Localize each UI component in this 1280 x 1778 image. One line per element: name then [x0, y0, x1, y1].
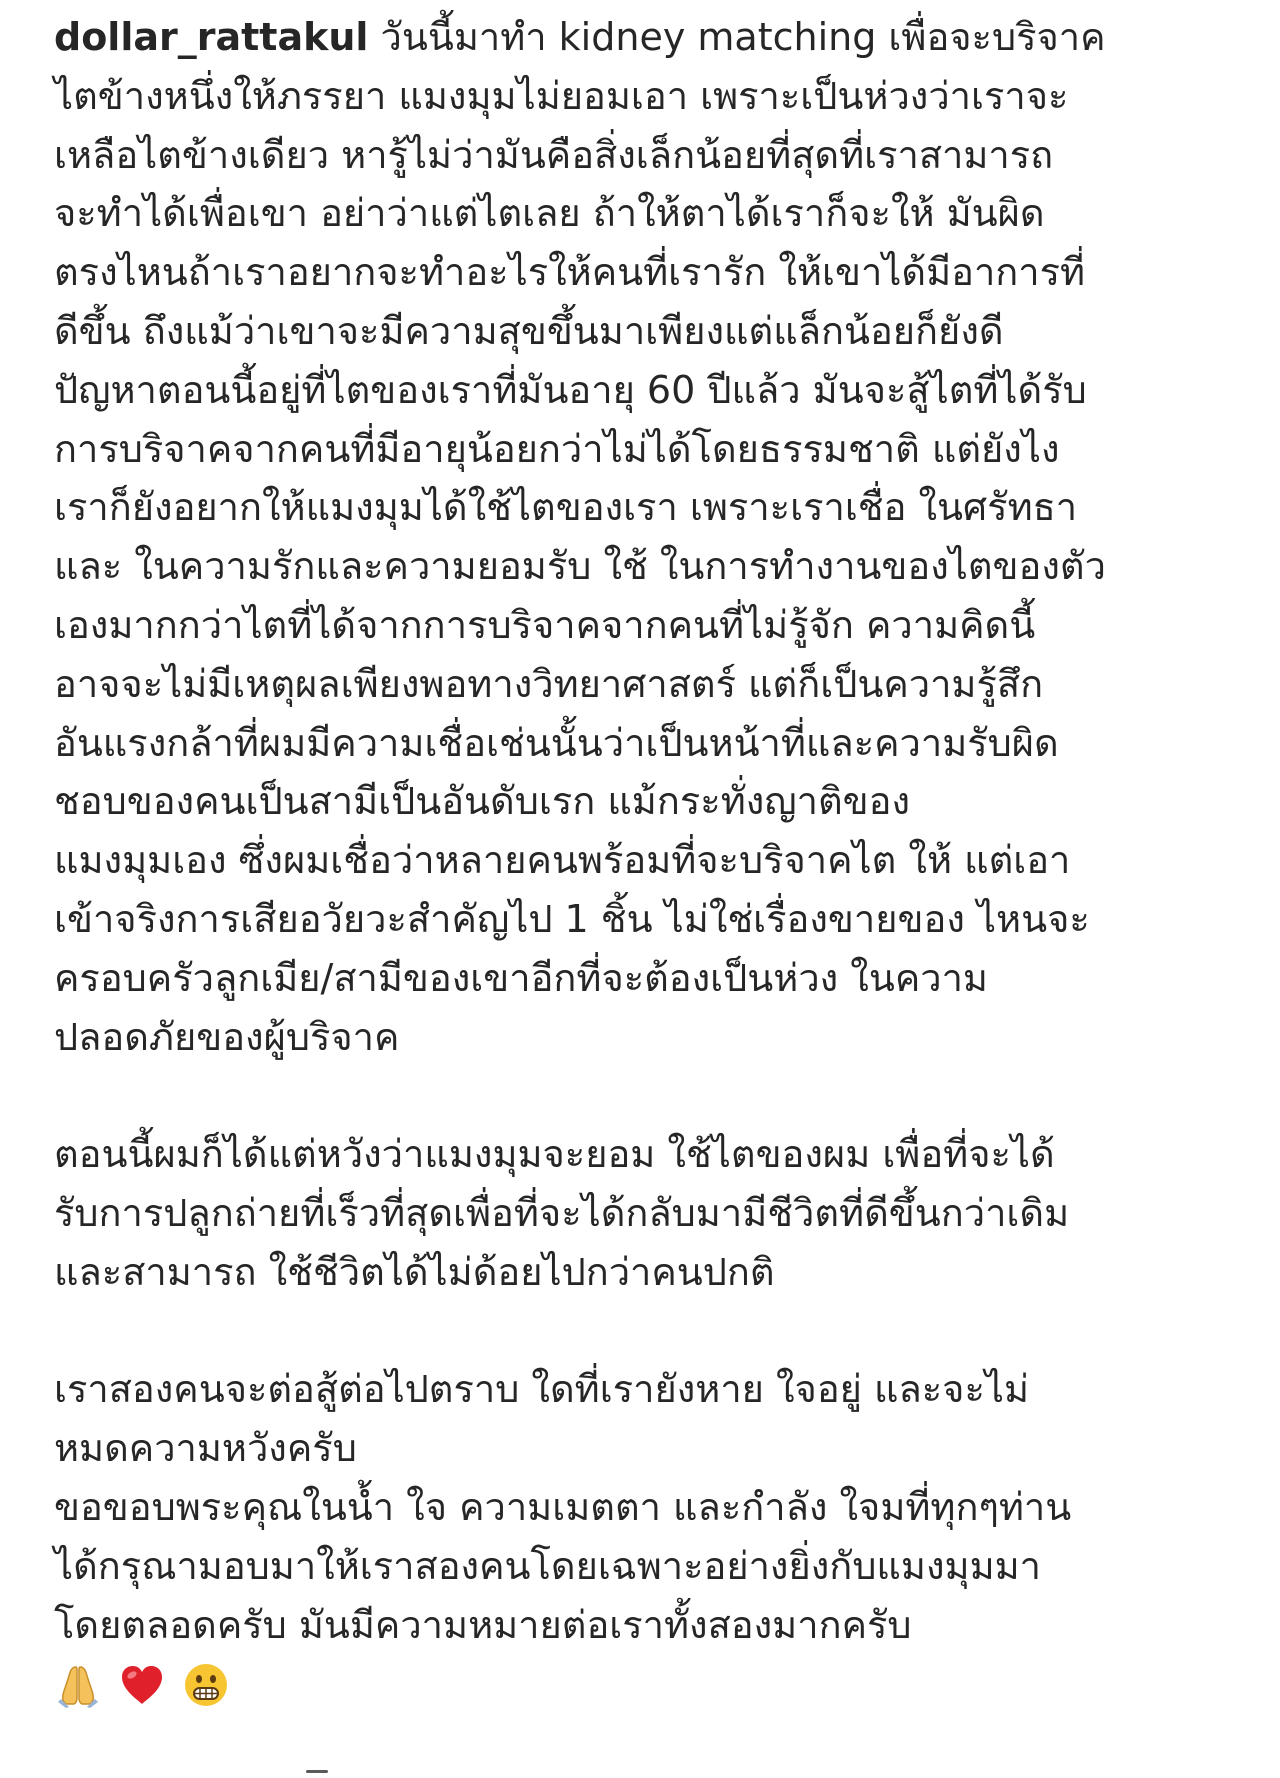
- caption-line: รับการปลูกถ่ายที่เร็วที่สุดเพื่อที่จะได้กลับมามีชีวิตที่ดีขึ้นกว่าเดิม: [54, 1190, 1070, 1235]
- caption-line: จะทำได้เพื่อเขา อย่าว่าแต่ไตเลย ถ้าให้ตาได้เราก็จะให้ มันผิด: [54, 191, 1045, 236]
- caption-line: ได้กรุณามอบมาให้เราสองคนโดยเฉพาะอย่างยิ่งกับแมงมุมมา: [54, 1543, 1042, 1588]
- caption-line: ไตข้างหนึ่งให้ภรรยา แมงมุมไม่ยอมเอา เพราะเป็นห่วงว่าเราจะ: [54, 73, 1069, 118]
- paragraph-break: [54, 1066, 1244, 1125]
- caption-line: เหลือไตข้างเดียว หารู้ไม่ว่ามันคือสิ่งเล็กน้อยที่สุดที่เราสามารถ: [54, 132, 1054, 177]
- caption-line: ปัญหาตอนนี้อยู่ที่ไตของเราที่มันอายุ 60 ปีแล้ว มันจะสู้ไตที่ได้รับ: [54, 367, 1087, 412]
- caption-line: ตรงไหนถ้าเราอยากจะทำอะไรให้คนที่เรารัก ให้เขาได้มีอาการที่: [54, 250, 1086, 295]
- clipped-next-line: [300, 1764, 340, 1778]
- folded-hands-icon: [54, 1661, 102, 1709]
- caption-line: ขอขอบพระคุณในน้ำ ใจ ความเมตตา และกำลัง ใจมที่ทุกๆท่าน: [54, 1484, 1072, 1529]
- caption-line: เองมากกว่าไตที่ได้จากการบริจาคจากคนที่ไม่รู้จัก ความคิดนี้: [54, 602, 1036, 647]
- caption-line: และสามารถ ใช้ชีวิตได้ไม่ด้อยไปกว่าคนปกติ: [54, 1249, 775, 1294]
- caption-line: ปลอดภัยของผู้บริจาค: [54, 1014, 400, 1059]
- caption-line: ตอนนี้ผมก็ได้แต่หวังว่าแมงมุมจะยอม ใช้ไตของผม เพื่อที่จะได้: [54, 1132, 1055, 1177]
- caption-line: โดยตลอดครับ มันมีความหมายต่อเราทั้งสองมากครับ: [54, 1602, 912, 1647]
- red-heart-icon: [118, 1661, 166, 1709]
- caption-line: เราก็ยังอยากให้แมงมุมได้ใช้ไตของเรา เพราะเราเชื่อ ในศรัทธา: [54, 485, 1078, 530]
- post-caption: [54, 8, 1244, 1714]
- caption-line: เข้าจริงการเสียอวัยวะสำคัญไป 1 ชิ้น ไม่ใช่เรื่องขายของ ไหนจะ: [54, 896, 1090, 941]
- caption-line: อาจจะไม่มีเหตุผลเพียงพอทางวิทยาศาสตร์ แต่ก็เป็นความรู้สึก: [54, 661, 1044, 706]
- caption-line: การบริจาคจากคนที่มีอายุน้อยกว่าไม่ได้โดยธรรมชาติ แต่ยังไง: [54, 426, 1060, 471]
- grimacing-face-icon: [182, 1661, 230, 1709]
- caption-line: หมดความหวังครับ: [54, 1426, 357, 1471]
- caption-line: ชอบของคนเป็นสามีเป็นอันดับเรก แม้กระทั่งญาติของ: [54, 779, 911, 824]
- caption-line: [54, 8, 1244, 67]
- caption-line: ครอบครัวลูกเมีย/สามีของเขาอีกที่จะต้องเป็นห่วง ในความ: [54, 955, 988, 1000]
- caption-line: อันแรงกล้าที่ผมมีความเชื่อเช่นนั้นว่าเป็นหน้าที่และความรับผิด: [54, 720, 1059, 765]
- caption-line: แมงมุมเอง ซึ่งผมเชื่อว่าหลายคนพร้อมที่จะบริจาคไต ให้ แต่เอา: [54, 838, 1071, 883]
- caption-line: ดีขึ้น ถึงแม้ว่าเขาจะมีความสุขขึ้นมาเพียงแต่แล็กน้อยก็ยังดี: [54, 308, 1004, 353]
- paragraph-break: [54, 1302, 1244, 1361]
- username-link[interactable]: dollar_rattakul: [54, 15, 369, 59]
- caption-line: และ ในความรักและความยอมรับ ใช้ ในการทำงานของไตของตัว: [54, 544, 1106, 589]
- emoji-row: [54, 1656, 1244, 1714]
- clipped-glyph: [306, 1770, 328, 1773]
- caption-line: เราสองคนจะต่อสู้ต่อไปตราบ ใดที่เรายังหาย ใจอยู่ และจะไม่: [54, 1367, 1030, 1412]
- caption-text: วันนี้มาทำ kidney matching เพื่อจะบริจาค: [368, 15, 1106, 59]
